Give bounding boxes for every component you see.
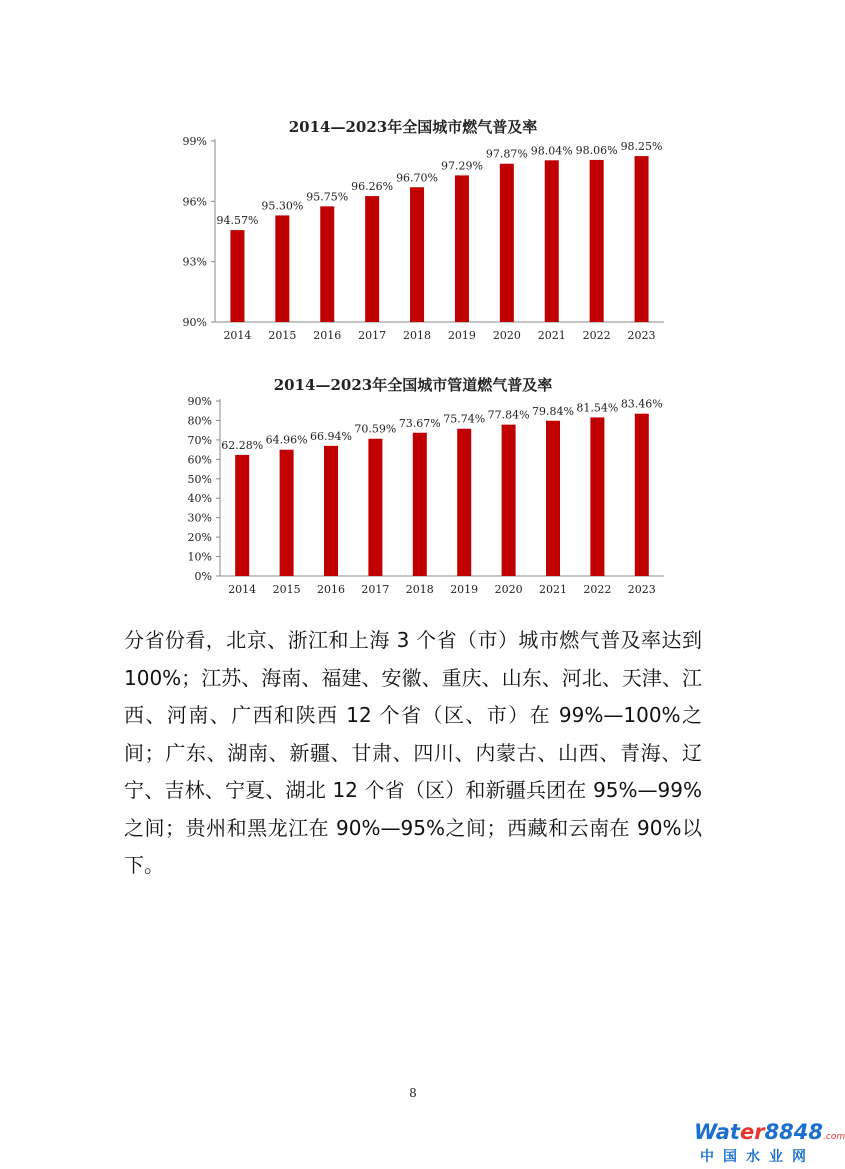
chart2-bar (368, 439, 382, 576)
chart2-x-tick-label: 2017 (361, 583, 390, 596)
chart1-bar (545, 160, 559, 322)
chart2-x-tick-label: 2023 (627, 583, 656, 596)
chart1-bar (455, 175, 469, 322)
chart1-bar (635, 156, 649, 322)
chart2-data-label: 73.67% (398, 416, 441, 430)
chart1-data-label: 96.70% (396, 171, 439, 185)
chart2-bar (324, 446, 338, 576)
chart2-y-tick-label: 40% (187, 492, 212, 506)
chart2-data-label: 77.84% (487, 408, 530, 422)
chart1-x-tick-label: 2018 (403, 329, 432, 342)
chart2-data-label: 62.28% (221, 438, 264, 452)
chart2-x-tick-label: 2018 (405, 583, 434, 596)
chart2-data-label: 75.74% (443, 412, 486, 426)
chart1-bar (500, 164, 514, 322)
chart1-svg (0, 130, 826, 360)
chart1-bar (365, 196, 379, 322)
chart2-bar (235, 455, 249, 576)
chart1-x-tick-label: 2020 (492, 329, 521, 342)
chart2-bar (280, 450, 294, 576)
watermark-logo (694, 1120, 845, 1166)
chart2-title: 2014—2023年全国城市管道燃气普及率 (273, 376, 553, 394)
chart2-bar (502, 425, 516, 576)
chart2-x-tick-label: 2020 (494, 583, 523, 596)
chart1-data-label: 94.57% (216, 214, 259, 228)
chart2-y-tick-label: 20% (187, 531, 212, 545)
chart1-bar (320, 206, 334, 322)
chart1-data-label: 97.87% (485, 147, 528, 161)
chart1-y-tick-label: 99% (182, 135, 207, 148)
body-paragraph: 分省份看，北京、浙江和上海 3 个省（市）城市燃气普及率达到 100%；江苏、海南、福建、安徽、重庆、山东、河北、天津、江西、河南、广西和陕西 12 个省（区、市）在 99%—100%之间；广东、湖南、新疆、甘肃、四川、内蒙古、山西、青海、辽宁、吉林、宁夏、湖北 12 个省（区）和新疆兵团在 95%—99%之间；贵州和黑龙江在 90%—95%之间；西藏和云南在 90%以下。 (124, 628, 702, 877)
chart2-y-tick-label: 50% (187, 472, 212, 486)
chart2-x-tick-label: 2015 (272, 583, 301, 596)
chart1-x-tick-label: 2014 (223, 329, 252, 342)
chart2-bar (546, 421, 560, 576)
chart2-data-label: 66.94% (310, 429, 352, 443)
chart1-y-tick-label: 90% (182, 316, 207, 329)
chart1-data-label: 98.06% (575, 143, 618, 157)
chart2-data-label: 83.46% (620, 397, 663, 411)
watermark-chinese: 中国水业网 (700, 1149, 815, 1165)
chart1-x-tick-label: 2019 (447, 329, 476, 342)
chart1-bar (590, 160, 604, 322)
chart1-data-label: 97.29% (440, 159, 483, 173)
chart2-y-tick-label: 0% (194, 570, 212, 583)
watermark-logo-part1: Wat (694, 1120, 740, 1144)
chart2-data-label: 64.96% (265, 433, 308, 447)
chart2-svg (0, 385, 826, 605)
watermark-logo-part3: 8848 (764, 1120, 824, 1144)
chart1-y-tick-label: 96% (182, 195, 207, 209)
chart1-x-tick-label: 2016 (313, 329, 342, 342)
watermark-logo-text (694, 1120, 845, 1148)
chart1-x-tick-label: 2021 (537, 329, 566, 342)
chart2-x-tick-label: 2014 (228, 583, 257, 596)
chart1-y-tick-label: 93% (182, 255, 207, 269)
chart2-bar (590, 417, 604, 576)
chart2-y-tick-label: 70% (187, 433, 212, 447)
page-number: 8 (409, 1086, 417, 1100)
chart2-bar (457, 429, 471, 576)
watermark-logo-suffix: .com (823, 1132, 845, 1142)
chart1-data-label: 98.25% (620, 140, 663, 154)
chart2-bar (413, 433, 427, 576)
chart2-y-tick-label: 80% (187, 414, 212, 428)
chart2-x-tick-label: 2021 (539, 583, 567, 596)
chart2-x-tick-label: 2016 (317, 583, 345, 596)
chart1-x-tick-label: 2015 (268, 329, 297, 342)
chart2-y-tick-label: 90% (187, 395, 212, 408)
chart2-data-label: 81.54% (576, 401, 619, 415)
chart2-y-tick-label: 60% (187, 453, 212, 467)
chart1-x-tick-label: 2022 (582, 329, 611, 342)
chart1-data-label: 95.30% (261, 199, 304, 213)
chart1-title: 2014—2023年全国城市燃气普及率 (288, 118, 538, 136)
chart1-bar (410, 187, 424, 322)
chart2-y-tick-label: 10% (187, 550, 212, 564)
chart2-data-label: 79.84% (532, 404, 574, 418)
chart1-data-label: 98.04% (530, 144, 573, 158)
chart1-data-label: 95.75% (306, 190, 349, 204)
chart1-x-tick-label: 2017 (358, 329, 387, 342)
chart1-bar (275, 215, 289, 322)
chart2-x-tick-label: 2019 (450, 583, 479, 596)
chart2-y-tick-label: 30% (187, 511, 212, 525)
chart2-data-label: 70.59% (354, 422, 397, 436)
chart2-bar (635, 414, 649, 576)
chart1-bar (230, 230, 244, 322)
chart1-data-label: 96.26% (351, 180, 394, 194)
chart2-x-tick-label: 2022 (583, 583, 612, 596)
watermark-logo-part2: er (739, 1120, 765, 1144)
chart1-x-tick-label: 2023 (627, 329, 656, 342)
